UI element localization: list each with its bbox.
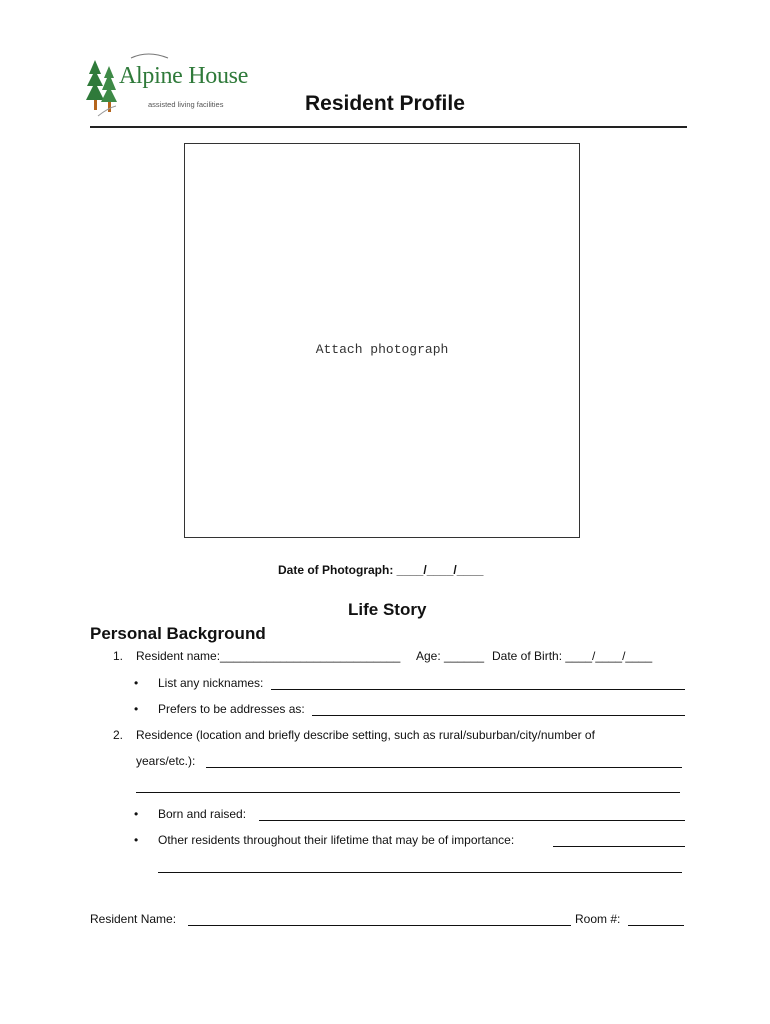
years-etc-label: years/etc.):	[136, 754, 196, 768]
header-divider	[90, 126, 687, 128]
residence-label: Residence (location and briefly describe setting, such as rural/suburban/city/number of	[136, 728, 595, 742]
photo-attachment-box[interactable]	[184, 143, 580, 538]
prefers-to-be-addressed-label: Prefers to be addresses as:	[158, 702, 305, 716]
residence-input-line-1[interactable]	[206, 767, 682, 768]
bullet-icon: •	[134, 702, 139, 716]
nicknames-label: List any nicknames:	[158, 676, 264, 690]
life-story-heading: Life Story	[348, 600, 427, 619]
logo-tagline: assisted living facilities	[148, 100, 224, 109]
page-title: Resident Profile	[305, 92, 465, 115]
footer-resident-name-input-line[interactable]	[188, 925, 571, 926]
footer-resident-name-label: Resident Name:	[90, 912, 177, 926]
prefers-input-line[interactable]	[312, 715, 685, 716]
age-field[interactable]: Age: ______	[416, 649, 485, 663]
footer-room-label: Room #:	[575, 912, 621, 926]
date-of-photograph-field[interactable]: Date of Photograph: ____/____/____	[278, 563, 484, 577]
item-number-1: 1.	[113, 649, 124, 663]
date-of-birth-field[interactable]: Date of Birth: ____/____/____	[492, 649, 653, 663]
other-residents-input-line-2[interactable]	[158, 872, 682, 873]
born-and-raised-input-line[interactable]	[259, 820, 685, 821]
bullet-icon: •	[134, 833, 139, 847]
personal-background-heading: Personal Background	[90, 624, 266, 643]
bullet-icon: •	[134, 676, 139, 690]
alpine-house-logo	[86, 52, 276, 124]
other-residents-label: Other residents throughout their lifetime that may be of importance:	[158, 833, 515, 847]
residence-input-line-2[interactable]	[136, 792, 680, 793]
born-and-raised-label: Born and raised:	[158, 807, 247, 821]
bullet-icon: •	[134, 807, 139, 821]
resident-name-field[interactable]: Resident name:___________________________	[136, 649, 401, 663]
photo-placeholder-label: Attach photograph	[315, 342, 449, 357]
logo-name: Alpine House	[119, 63, 249, 89]
nicknames-input-line[interactable]	[271, 689, 685, 690]
footer-room-input-line[interactable]	[628, 925, 684, 926]
other-residents-input-line-1[interactable]	[553, 846, 685, 847]
item-number-2: 2.	[113, 728, 124, 742]
